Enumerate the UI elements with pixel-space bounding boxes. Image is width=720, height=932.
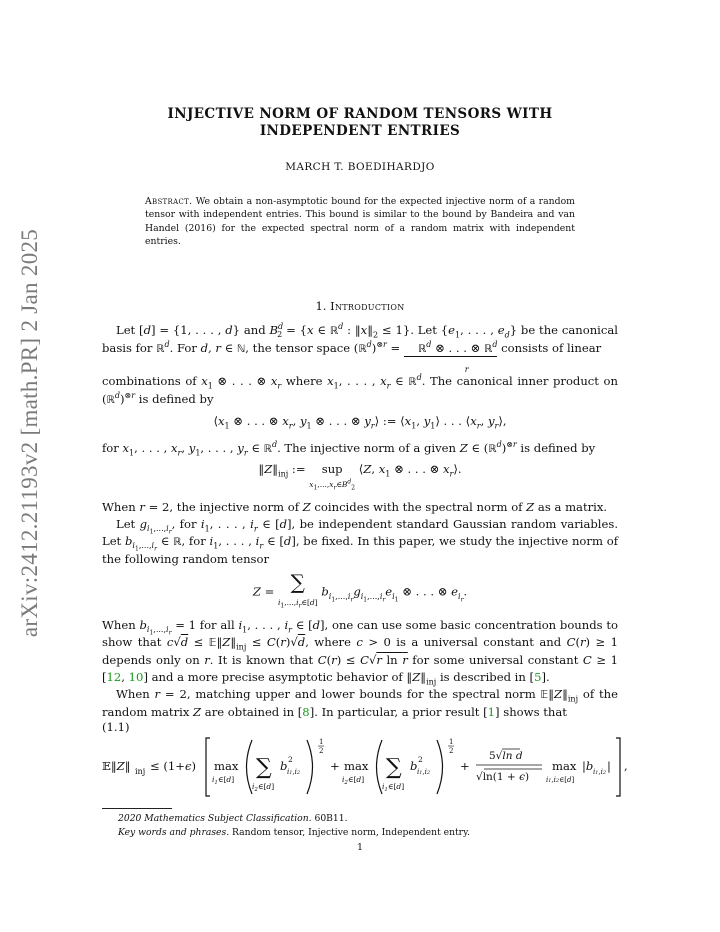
- arxiv-identifier-text: arXiv:2412.21193v2 [math.PR] 2 Jan 2025: [17, 228, 43, 638]
- eq-half-1: 1: [319, 738, 324, 746]
- eq-lhs: 𝔼‖Z‖: [102, 759, 131, 773]
- intro-paragraph-3: When $b_{i_1,...,i_r} = 1$ for all $i_1$, . . . , $i_r$ ∈ [d], one can use some basic concentration bounds to show that $c√d \le 𝔼‖Z‖_{inj} \le C(r)√d$, where c > 0 is a universal constant and C(r) ≥ 1 depends only on r. It is known that C(r) ≤ C√r ln r for some universal constant C ≥ 1 [12, 10] and a more precise asymptotic behavior of $‖Z‖_{inj}$ is described in [5].: [102, 618, 619, 687]
- footnote-msc-label: 2020 Mathematics Subject Classification.: [118, 813, 312, 824]
- eq-sum-1: ∑: [256, 755, 272, 780]
- footnote-keywords-value: Random tensor, Injective norm, Independent entry.: [232, 827, 470, 838]
- intro-paragraph-4: When r = 2, matching upper and lower bounds for the spectral norm $𝔼‖Z‖_{inj}$ of the random matrix Z are obtained in [8]. In particular, a prior result [1] shows that: [102, 687, 618, 719]
- bound-equation-1-1: [102, 732, 632, 802]
- eq-frac-den: √ln(1 + ϵ): [476, 771, 530, 783]
- eq-frac-num: 5√ln d: [489, 750, 523, 762]
- eq-inj-sub: inj: [135, 767, 146, 776]
- intro-paragraph-1: Let [d] = {1, . . . , d} and $B^d_2 = \{x$ ∈ ℝ$^d$ : $‖x‖_2 \le 1$}. Let {$e_1$, . . . , $e_d$} be the canonical basis for ℝ$^d$. For d, r ∈ ℕ, the tensor space (ℝ$^d$)$^{\otimes r}$ = ℝ$^d$ ⊗ . . . ⊗ ℝ$^d$ r consists of linear: [102, 322, 618, 374]
- eq-plus-1: +: [330, 759, 340, 773]
- citation-5[interactable]: 5: [534, 670, 542, 684]
- eq-sum-2-sub: $i_1\in[d]$: [382, 782, 405, 793]
- section-number: 1.: [315, 299, 327, 313]
- eq-paren-close-1: [307, 740, 313, 794]
- author: MARCH T. BOEDIHARDJO: [285, 161, 435, 173]
- footnote-rule: [102, 808, 172, 809]
- eq-half-1-den: 2: [319, 747, 324, 755]
- eq-paren-close-2: [437, 740, 443, 794]
- eq-abs-b-sub: i1,i2: [593, 768, 607, 776]
- abstract-text: We obtain a non-asymptotic bound for the expected injective norm of a random tensor with independent entries. This bound is similar to the bound by Bandeira and van Handel (2016) for the expected spectral norm of a random matrix with independent entries.: [145, 196, 575, 248]
- spectral-remark: When r = 2, the injective norm of Z coincides with the spectral norm of Z as a matrix.: [102, 500, 608, 514]
- random-tensor-equation: Z = ∑ $i_1,...,i_r\in[d]$ $b_{i_1,...,i_r}g_{i_1,...,i_r}e_{i_1}$ ⊗ . . . ⊗ $e_{i_r}$.: [252, 570, 468, 610]
- eq-b-1-sub: i1,i2: [287, 768, 301, 776]
- abstract-label: Abstract.: [145, 196, 193, 207]
- arxiv-identifier[interactable]: [8, 222, 52, 644]
- paper-title: [102, 106, 618, 140]
- footnote-msc: [118, 812, 618, 825]
- eq-half-2: 1: [449, 738, 454, 746]
- eq-sum-2: ∑: [386, 755, 402, 780]
- page-number: 1: [356, 842, 364, 853]
- footnote-keywords-label: Key words and phrases.: [118, 827, 230, 838]
- eq-leq: ≤ (1+ϵ): [150, 759, 197, 773]
- eq-max-1-sub: $i_1\in[d]$: [212, 775, 235, 786]
- intro-paragraph-1-cont: combinations of $x_1$ ⊗ . . . ⊗ $x_r$ where $x_1$, . . . , $x_r$ ∈ ℝ$^d$. The canonical inner product on (ℝ$^d$)$^{\otimes r}$ is defined by: [102, 373, 618, 406]
- inner-product-equation: $⟨x_1$ ⊗ . . . ⊗ $x_r$, $y_1$ ⊗ . . . ⊗ $y_r⟩$ := $⟨x_1$, $y_1⟩$ . . . $⟨x_r$, $y_r⟩$,: [213, 414, 507, 431]
- eq-half-2-den: 2: [449, 747, 454, 755]
- eq-plus-2: +: [460, 759, 470, 773]
- citation-1[interactable]: 1: [487, 705, 496, 719]
- eq-abs-b: |b: [582, 759, 594, 773]
- abstract: [145, 195, 575, 249]
- eq-abs-close: |: [607, 759, 611, 773]
- footnote-keywords: [118, 826, 618, 839]
- eq-b-1-sup: 2: [288, 755, 293, 764]
- injective-norm-equation: $‖Z‖_{inj}$ := sup $x_1,...,x_r\in B^d_2$ ⟨Z, $x_1$ ⊗ . . . ⊗ $x_r⟩$.: [258, 462, 462, 492]
- eq-comma: ,: [624, 759, 628, 773]
- section-heading: [102, 299, 618, 313]
- intro-paragraph-2: Let $g_{i_1,...,i_r}$, for $i_1$, . . . , $i_r$ ∈ [d], be independent standard Gaussian random variables. Let $b_{i_1,...,i_r}$ ∈ ℝ, for $i_1$, . . . , $i_r$ ∈ [d], be fixed. In this paper, we study the injective norm of the following random tensor: [102, 517, 619, 566]
- eq-b-2-sub: i1,i2: [417, 768, 431, 776]
- title-line-2: INDEPENDENT ENTRIES: [259, 123, 461, 139]
- section-title: Introduction: [330, 299, 405, 313]
- eq-max-2-sub: $i_2\in[d]$: [342, 775, 365, 786]
- eq-b-2-sup: 2: [418, 755, 423, 764]
- eq-max-3-sub: i1,i2∈[d]: [546, 776, 575, 784]
- injective-norm-intro: for $x_1$, . . . , $x_r$, $y_1$, . . . , $y_r$ ∈ ℝ$^d$. The injective norm of a given Z ∈ (ℝ$^d$)$^{\otimes r}$ is defined by: [102, 440, 596, 458]
- citation-12[interactable]: 12: [106, 670, 122, 684]
- eq-sum-1-sub: $i_2\in[d]$: [252, 782, 275, 793]
- eq-right-bracket: [616, 738, 620, 796]
- eq-max-3: max: [552, 759, 577, 773]
- eq-max-1: max: [214, 759, 239, 773]
- citation-10[interactable]: 10: [128, 670, 144, 684]
- eq-b-1: b: [280, 759, 288, 773]
- eq-b-2: b: [410, 759, 418, 773]
- eq-max-2: max: [344, 759, 369, 773]
- eq-left-bracket: [206, 738, 210, 796]
- equation-number: (1.1): [102, 720, 130, 734]
- citation-8[interactable]: 8: [302, 705, 310, 719]
- footnote-msc-value: 60B11.: [314, 813, 348, 824]
- title-line-1: INJECTIVE NORM OF RANDOM TENSORS WITH: [167, 106, 553, 122]
